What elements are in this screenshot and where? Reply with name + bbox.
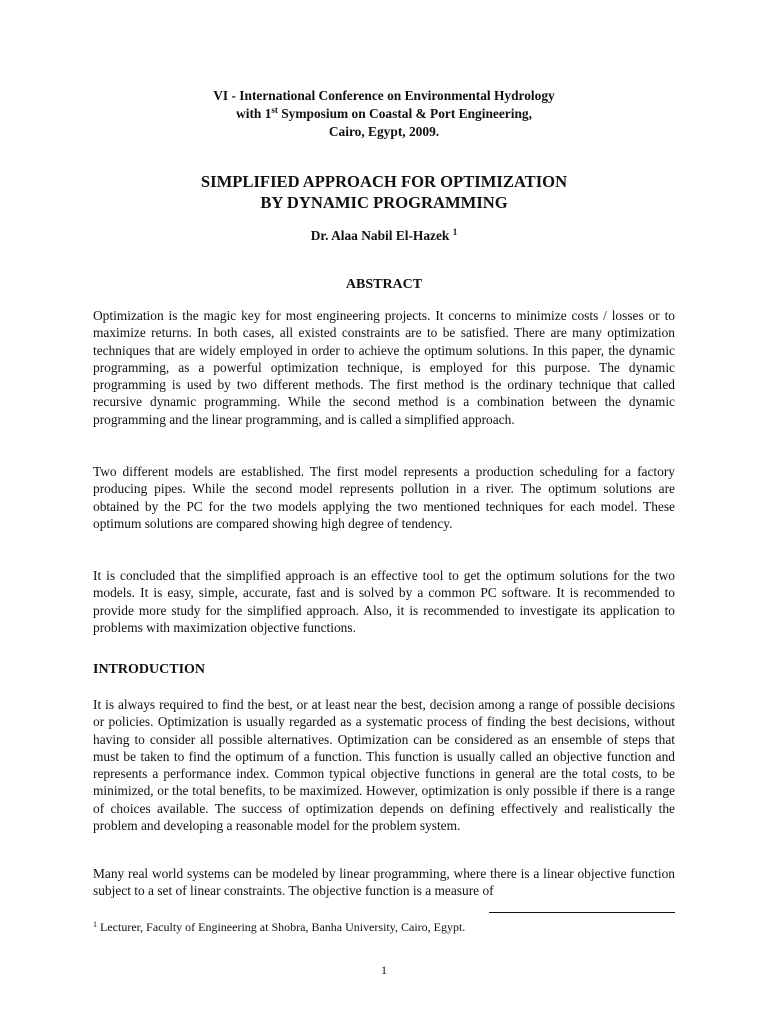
paper-title-line-1: SIMPLIFIED APPROACH FOR OPTIMIZATION — [200, 172, 568, 191]
conference-line-2-prefix: with 1 — [236, 106, 272, 121]
paper-title-line-2: BY DYNAMIC PROGRAMMING — [260, 193, 508, 212]
page-number: 1 — [381, 963, 387, 977]
introduction-paragraph-1: It is always required to find the best, or at least near the best, decision among a range of possible decisions or policies. Optimization is usually regarded as a systematic process of finding the best decisions, without having to consider all possible alternatives. Optimization can be considered as an ensemble of steps that must be taken to find the optimum of a function. This function is usually called an objective function and represents a performance index. Common typical objective functions in general are the total costs, to be minimized, or the total benefits, to be maximized. However, optimization is only possible if there is a range of choices available. The success of optimization depends on defining effectively and realistically the problem and developing a reasonable model for the problem system. — [93, 697, 675, 834]
abstract-paragraph-1: Optimization is the magic key for most engineering projects. It concerns to minimize costs / losses or to maximize returns. In both cases, all existed constraints are to be satisfied. There are many optimization techniques that are widely employed in order to achieve the optimum solutions. In this paper, the dynamic programming, as a powerful optimization technique, is employed for this purpose. The dynamic programming is used by two different methods. The first method is the ordinary technique that called recursive dynamic programming. While the second method is a combination between the dynamic programming and the linear programming, and is called a simplified approach. — [93, 308, 675, 427]
abstract-paragraph-2: Two different models are established. The first model represents a production scheduling for a factory producing pipes. While the second model represents pollution in a river. The optimum solutions are obtained by the PC for the two models applying the two mentioned techniques for each model. These optimum solutions are compared showing high degree of tendency. — [93, 464, 675, 531]
abstract-paragraph-3: It is concluded that the simplified approach is an effective tool to get the optimum solutions for the two models. It is easy, simple, accurate, fast and is solved by a common PC software. It is recommended to provide more study for the simplified approach. Also, it is recommended to investigate its application to problems with maximization objective functions. — [93, 568, 675, 635]
footnote-mark: 1 — [93, 920, 97, 929]
abstract-heading: ABSTRACT — [345, 277, 423, 292]
author-name: Dr. Alaa Nabil El-Hazek — [310, 228, 450, 243]
conference-line-2-rest: Symposium on Coastal & Port Engineering, — [277, 106, 532, 121]
footnote-text: Lecturer, Faculty of Engineering at Shobra, Banha University, Cairo, Egypt. — [97, 920, 466, 934]
conference-header — [0, 87, 768, 141]
author-line — [0, 228, 768, 244]
author-footnote-mark: 1 — [452, 227, 458, 237]
introduction-paragraph-2: Many real world systems can be modeled by linear programming, where there is a linear objective function subject to a set of linear constraints. The objective function is a measure of — [93, 866, 675, 899]
conference-line-2 — [0, 105, 768, 123]
conference-line-1: VI - International Conference on Environmental Hydrology — [213, 88, 555, 103]
paper-title — [0, 171, 768, 213]
footnote — [93, 920, 465, 935]
footnote-divider — [489, 912, 675, 913]
ordinal-suffix: st — [271, 105, 278, 115]
introduction-heading: INTRODUCTION — [93, 662, 206, 677]
conference-line-3: Cairo, Egypt, 2009. — [328, 124, 440, 139]
